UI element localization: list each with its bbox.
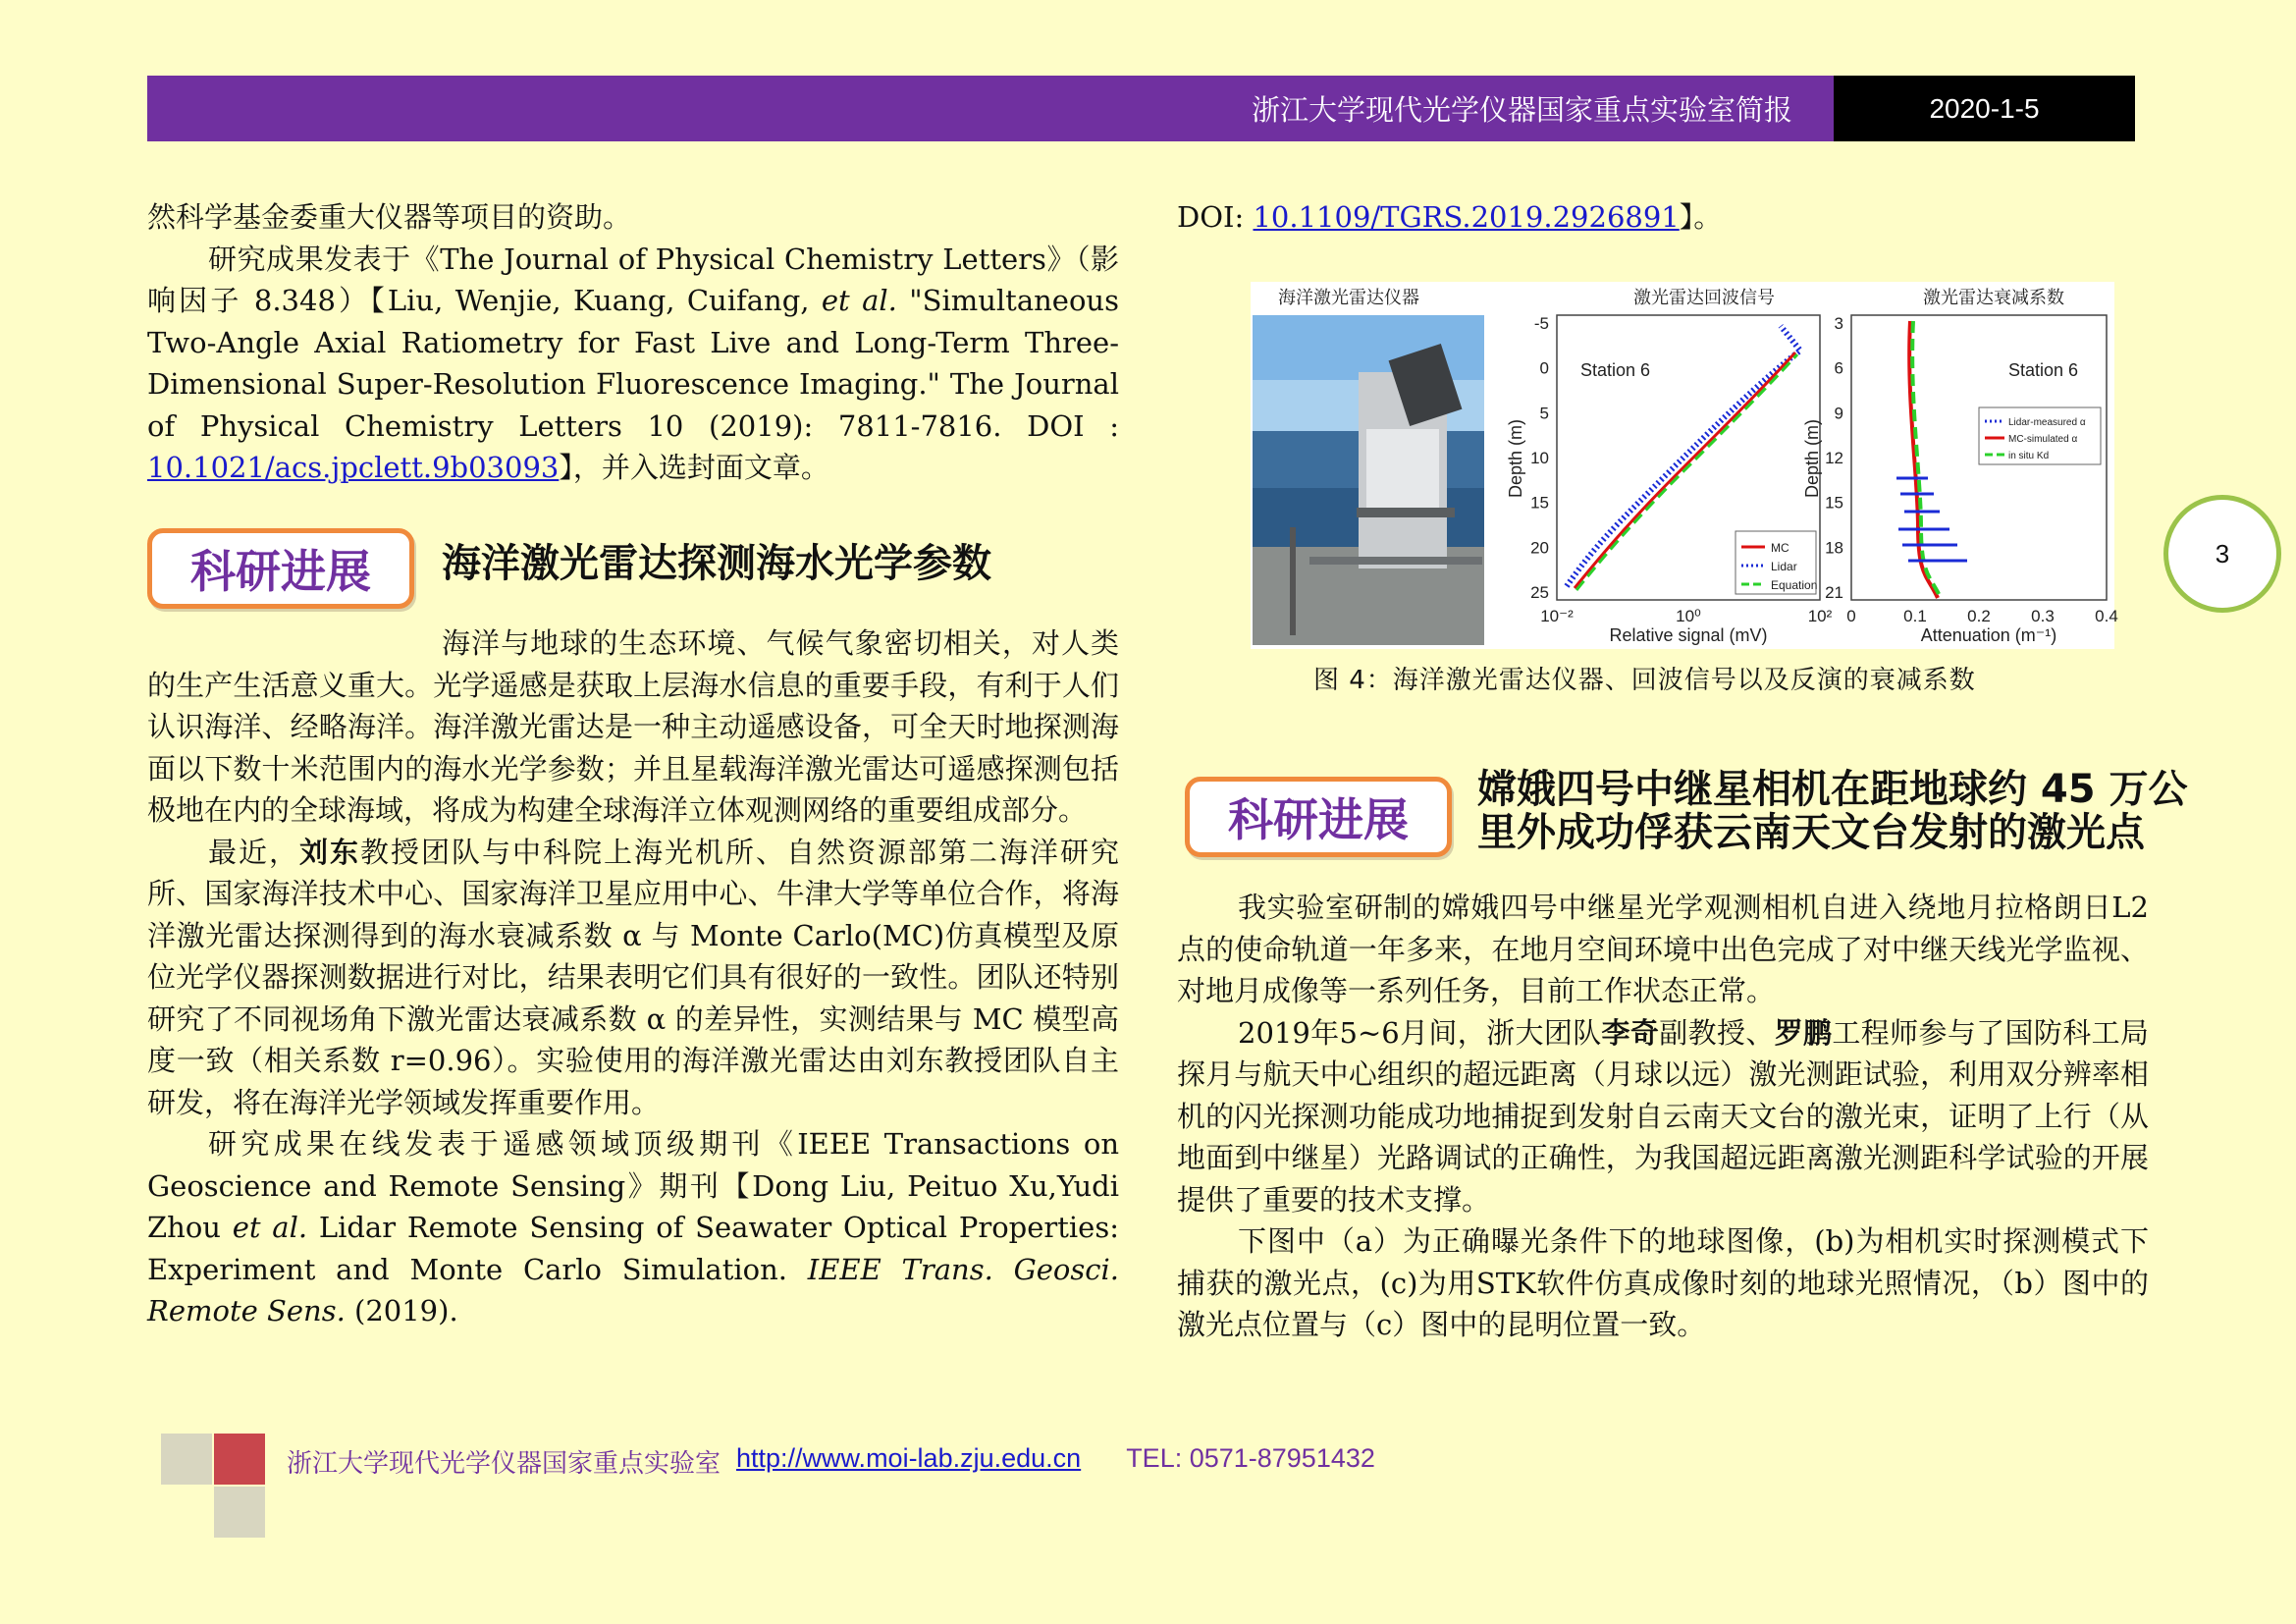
paragraph-relay-camera: 我实验室研制的嫦娥四号中继星光学观测相机自进入绕地月拉格朗日L2点的使命轨道一年多来，在地月空间环境中出色完成了对中继天线光学监视、对地月成像等一系列任务，目前工作状态正常。 (1177, 891, 2149, 1007)
panel2-ytick-3: 10 (1530, 449, 1549, 467)
section-badge-1: 科研进展 (147, 528, 414, 609)
panel3-station-label: Station 6 (2008, 360, 2079, 380)
paragraph-ocean-intro: 海洋与地球的生态环境、气候气象密切相关，对人类的生产生活意义重大。光学遥感是获取上层海水信息的重要手段，有利于人们认识海洋、经略海洋。海洋激光雷达是一种主动遥感设备，可全天时地探测海面以下数十米范围内的海水光学参数；并且星载海洋激光雷达可遥感探测包括极地在内的全球海域，将成为构建全球海洋立体观测网络的重要组成部分。 (147, 626, 1119, 827)
section-title-2 (1477, 768, 2188, 854)
footer-square-1 (161, 1434, 212, 1485)
panel3-xtick-3: 0.3 (2031, 607, 2055, 625)
lidar-text-a: 最近， (208, 835, 299, 869)
footer-tel: TEL: 0571-87951432 (1126, 1443, 1375, 1473)
panel2-ytick-2: 5 (1539, 404, 1549, 423)
doi-link-tgrs[interactable]: 10.1109/TGRS.2019.2926891 (1253, 200, 1680, 234)
left-column-body (147, 623, 1119, 1332)
footer (161, 1434, 2124, 1542)
section-title-2-line2: 里外成功俘获云南天文台发射的激光点 (1477, 810, 2145, 855)
doi-line (1177, 196, 2119, 239)
person-li-qi: 李奇 (1601, 1015, 1660, 1050)
paragraph-publication-1 (147, 239, 1119, 489)
footer-square-3 (214, 1487, 265, 1538)
panel3-legend-label-1: MC-simulated α (2008, 434, 2078, 445)
lidar-text-b: 教授团队与中科院上海光机所、自然资源部第二海洋研究所、国家海洋技术中心、国家海洋卫星应用中心、牛津大学等单位合作，将海洋激光雷达探测得到的海水衰减系数 α 与 Monte Carlo(MC)仿真模型及原位光学仪器探测数据进行对比，结果表明它们具有很好的一致性。团队还特别研究了不同视场角下激光雷达衰减系数 α 的差异性，实测结果与 MC 模型高度一致（相关系数 r=0.96）。实验使用的海洋激光雷达由刘东教授团队自主研发，将在海洋光学领域发挥重要作用。 (147, 835, 1119, 1119)
panel3-ytick-1: 6 (1834, 358, 1843, 378)
doi-label: DOI: (1177, 200, 1254, 234)
header-date-area (1834, 76, 2135, 141)
figure-caption: 图 4：海洋激光雷达仪器、回波信号以及反演的衰减系数 (1313, 666, 1976, 695)
section-title-2-line1: 嫦娥四号中继星相机在距地球约 45 万公 (1477, 767, 2188, 812)
footer-square-2 (214, 1434, 265, 1485)
panel3-legend-label-2: in situ Kd (2008, 451, 2050, 461)
panel3-xtick-0: 0 (1846, 607, 1856, 625)
section-badge-2: 科研进展 (1185, 777, 1452, 857)
page-number: 3 (2215, 538, 2230, 568)
panel2-station-label: Station 6 (1580, 360, 1651, 380)
laser-text-a: 2019年5~6月间，浙大团队 (1238, 1015, 1602, 1050)
pub2-journal: IEEE Trans. Geosci. Remote Sens. (147, 1252, 1120, 1327)
photo-title: 海洋激光雷达仪器 (1278, 288, 1419, 307)
panel3-ytick-0: 3 (1834, 314, 1843, 333)
paragraph-figure-description: 下图中（a）为正确曝光条件下的地球图像，(b)为相机实时探测模式下捕获的激光点，(c)为用STK软件仿真成像时刻的地球光照情况，（b）图中的激光点位置与（c）图中的昆明位置一致。 (1177, 1224, 2149, 1341)
section-title-1: 海洋激光雷达探测海水光学参数 (442, 541, 991, 586)
header-bar (147, 76, 2135, 141)
panel3-ytick-4: 15 (1825, 493, 1843, 513)
panel2-ytick-6: 25 (1530, 583, 1549, 602)
page-number-badge (2163, 495, 2281, 613)
laser-text-c: 工程师参与了国防科工局探月与航天中心组织的超远距离（月球以远）激光测距试验，利用双分辨率相机的闪光探测功能成功地捕捉到发射自云南天文台的激光束，证明了上行（从地面到中继星）光路调试的正确性，为我国超远距离激光测距科学试验的开展提供了重要的技术支撑。 (1177, 1015, 2149, 1217)
panel3-plot (1802, 314, 2118, 645)
pub2-text-a: 研究成果在线发表于遥感领域顶级期刊《IEEE Transactions on Geoscience and Remote Sensing》期刊【Dong Liu, Peituo Xu,Yudi Zhou (147, 1127, 1119, 1244)
panel3-ylabel: Depth (m) (1802, 418, 1822, 499)
pub1-text-b: "Simultaneous Two-Angle Axial Ratiometry for Fast Live and Long-Term Three-Dimensional Super-Resolution Fluorescence Imaging." The Journal of Physical Chemistry Letters 10 (2019): 7811-7816. DOI : (147, 284, 1119, 443)
panel2-legend-label-2: Equation (1771, 578, 1818, 592)
paragraph-lidar-research (147, 832, 1119, 1124)
panel3-ytick-3: 12 (1825, 449, 1843, 467)
header-date: 2020-1-5 (1929, 92, 2040, 124)
panel3-title: 激光雷达衰减系数 (1923, 288, 2064, 307)
header-title-area (147, 76, 1834, 141)
paragraph-funding: 然科学基金委重大仪器等项目的资助。 (147, 200, 632, 234)
panel3-xtick-4: 0.4 (2095, 607, 2118, 625)
panel2-xtick-0: 10⁻² (1540, 607, 1574, 625)
panel3-ytick-6: 21 (1825, 583, 1843, 602)
panel2-ytick-1: 0 (1539, 358, 1549, 378)
paragraph-laser-test (1177, 1012, 2149, 1221)
lidar-photo (1253, 315, 1484, 645)
person-luo-peng: 罗鹏 (1774, 1015, 1833, 1050)
panel3-legend-label-0: Lidar-measured α (2008, 417, 2086, 428)
panel2-ytick-4: 15 (1530, 493, 1549, 513)
doi-link-jpclett[interactable]: 10.1021/acs.jpclett.9b03093 (147, 451, 560, 484)
panel3-ytick-2: 9 (1834, 404, 1843, 423)
panel3-xlabel: Attenuation (m⁻¹) (1920, 625, 2057, 645)
person-liu-dong: 刘东 (299, 835, 360, 869)
panel2-ytick-5: 20 (1530, 538, 1549, 558)
panel2-ylabel: Depth (m) (1506, 418, 1525, 499)
laser-text-b: 副教授、 (1659, 1015, 1775, 1050)
panel2-xlabel: Relative signal (mV) (1609, 625, 1768, 645)
figure-lidar (1251, 282, 2118, 649)
pub1-etal: et al. (821, 284, 897, 317)
footer-text (287, 1443, 1375, 1480)
doi-end: 】。 (1679, 200, 1723, 234)
header-title: 浙江大学现代光学仪器国家重点实验室简报 (1251, 93, 1792, 127)
right-column-body (1177, 887, 2149, 1346)
panel2-legend-label-0: MC (1771, 541, 1789, 555)
footer-lab-name: 浙江大学现代光学仪器国家重点实验室 (287, 1449, 721, 1479)
panel2-title: 激光雷达回波信号 (1633, 288, 1775, 307)
panel3-xtick-2: 0.2 (1967, 607, 1991, 625)
footer-url-link[interactable]: http://www.moi-lab.zju.edu.cn (736, 1443, 1082, 1473)
pub1-text-c: 】，并入选封面文章。 (559, 451, 829, 484)
pub2-text-b: Lidar Remote Sensing of Seawater Optical Properties: Experiment and Monte Carlo Simulation. (147, 1211, 1119, 1286)
panel2-legend-label-1: Lidar (1771, 560, 1797, 573)
panel3-ytick-5: 18 (1825, 538, 1843, 558)
panel2-ytick-0: -5 (1533, 314, 1549, 333)
pub1-text-a: 研究成果发表于《The Journal of Physical Chemistry Letters》（影响因子 8.348）【Liu, Wenjie, Kuang, Cuifang, (147, 242, 1119, 317)
paragraph-publication-2 (147, 1123, 1119, 1332)
pub2-text-c: (2019). (345, 1294, 458, 1327)
figure-svg (1251, 282, 2118, 649)
panel3-xtick-1: 0.1 (1903, 607, 1927, 625)
panel2-xtick-2: 10² (1807, 607, 1833, 625)
panel2-plot (1506, 314, 1833, 645)
left-column-top (147, 196, 1119, 489)
doi-paragraph (1177, 196, 2119, 239)
panel2-xtick-1: 10⁰ (1676, 607, 1701, 625)
pub2-etal: et al. (232, 1211, 308, 1244)
